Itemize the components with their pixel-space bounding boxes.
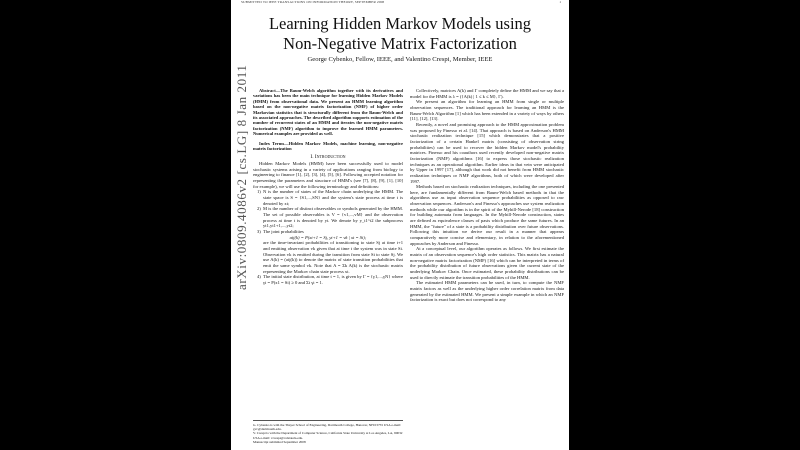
paper-title	[231, 14, 569, 54]
definition-text: are the time-invariant probabilities of transitioning to state Sj at time t+1 and emitting observation vk given that at time t the system was in state Si. Observation vk is emitted during the transition from state Si to state Sj. We use A(k) = (aij(k)) to denote the matrix of state transition probabilities that emit the same symbol vk. Note that A = Σk A(k) is the stochastic matrix representing the Markov chain state process xt.	[263, 240, 403, 274]
section-heading: I. Introduction	[310, 154, 346, 161]
title-line-2: Non-Negative Matrix Factorization	[283, 34, 517, 53]
footnote-2: V. Crespi is with the Department of Computer Science, California State University at Los Angeles, LA, 90032 USA e-mail: vcrespi@calstatela.edu.	[253, 431, 403, 440]
index-terms: Index Terms—Hidden Markov Models, machine learning, non-negative matrix factorization	[253, 140, 403, 152]
definition-item-3-cont	[257, 240, 403, 274]
definition-item-2: 2) M is the number of distinct observables or symbols generated by the HMM. The set of possible observables is V = {v1,...,vM} and the observation process at time t is denoted by yt. We denote by y_t1^t2 the subprocess yt1,yt1+1,...,yt2;	[257, 206, 403, 229]
definition-item-3: 3) The joint probabilities	[257, 229, 403, 235]
definition-text: M is the number of distinct observables or symbols generated by the HMM. The set of possible observables is V = {v1,...,vM} and the observation process at time t is denoted by yt. We denote by y_t1^t2 the subprocess yt1,yt1+1,...,yt2;	[263, 206, 403, 229]
paragraph: The estimated HMM parameters can be used, in turn, to compute the NMF matrix factors as well as the underlying higher order correlation matrix from data generated by the estimated HMM. We present a simple example in which an NMF factorization is exact but does not correspond to any	[410, 280, 564, 303]
running-head: SUBMITTED TO IEEE TRANSACTIONS ON INFORMATION THEORY, SEPTEMBER 2008	[241, 0, 385, 4]
arxiv-stamp: arXiv:0809.4086v2 [cs.LG] 8 Jan 2011	[234, 64, 249, 290]
paragraph: Methods based on stochastic realization techniques, including the one presented here, are fundamentally different from Baum-Welch based methods in that the algorithms use as input observation sequence probabilities as opposed to raw observation sequences. Anderson's and Finesso's approaches use system realization methods while our algorithm is in the spirit of the Myhill-Nerode [18] construction for building automata from languages. In the Myhill-Nerode construction, states are defined as equivalence classes of pasts which produce the same futures. In an HMM, the "future" of a state is a probability distribution over future observations. Following this intuition we derive our result in a manner that appears comparatively more concise and elementary, in relation to the aforementioned approaches by Anderson and Finesso.	[410, 184, 564, 246]
definition-text: The initial state distribution, at time t = 1, is given by Γ = {γ1,...,γN} where γi = P(x1 = Si) ≥ 0 and Σi γi = 1.	[263, 274, 403, 285]
footnotes	[253, 420, 403, 444]
title-line-1: Learning Hidden Markov Models using	[268, 14, 532, 33]
definition-text: The joint probabilities	[263, 229, 304, 234]
paragraph: Collectively, matrices A(k) and Γ completely define the HMM and we say that a model for the HMM is λ = ({A(k) | 1 ≤ k ≤ M}, Γ).	[410, 88, 564, 99]
definition-text: N is the number of states of the Markov chain underlying the HMM. The state space is S = {S1,...,SN} and the system's state process at time t is denoted by xt;	[263, 189, 403, 206]
footnote-3: Manuscript submitted September 2008	[253, 439, 306, 444]
definition-item-1: 1) N is the number of states of the Markov chain underlying the HMM. The state space is S = {S1,...,SN} and the system's state process at time t is denoted by xt;	[257, 189, 403, 206]
abstract: Abstract—The Baum-Welch algorithm together with its derivatives and variations has been the main technique for learning Hidden Markov Models (HMM) from observational data. We present an HMM learning algorithm based on the non-negative matrix factorization (NMF) of higher order Markovian statistics that is structurally different from the Baum-Welch and its associated approaches. The described algorithm supports estimation of the number of recurrent states of an HMM and iterates the non-negative matrix factorization (NMF) algorithm to improve the learned HMM parameters. Numerical examples are provided as well.	[253, 88, 403, 137]
intro-paragraph: Hidden Markov Models (HMM) have been successfully used to model stochastic systems arising in a variety of applications ranging from biology to engineering to finance [1], [2], [3], [4], [5], [6]. Following accepted notation for representing the parameters and structure of HMM's (see [7], [8], [9], [1], [10] for example), we will use the following terminology and definitions:	[253, 161, 403, 189]
equation: aij(k) = P(xt+1 = Sj, yt+1 = vk | xt = Si);	[289, 234, 367, 240]
definition-item-4: 4) The initial state distribution, at time t = 1, is given by Γ = {γ1,...,γN} where γi = P(x1 = Si) ≥ 0 and Σi γi = 1.	[257, 274, 403, 285]
authors: George Cybenko, Fellow, IEEE, and Valentino Crespi, Member, IEEE	[307, 56, 493, 63]
paragraph: Recently, a novel and promising approach to the HMM approximation problem was proposed by Finesso et al. [14]. That approach is based on Anderson's HMM stochastic realization technique [15] which demonstrates that a positive factorization of a certain Hankel matrix (consisting of observation string probabilities) can be used to recover the hidden Markov model's probability matrices. Finesso and his coauthors used recently developed non-negative matrix factorization (NMF) algorithms [16] to express those stochastic realization techniques as an operational algorithm. Earlier ideas in that vein were anticipated by Upper in 1997 [17], although that work did not benefit from HMM stochastic realization techniques or NMF algorithms, both of which were developed after 1997.	[410, 121, 564, 184]
paragraph: At a conceptual level, our algorithm operates as follows. We first estimate the matrix of an observation sequence's high order statistics. This matrix has a natural non-negative matrix factorization (NMF) [16] which can be interpreted in terms of the probability distribution of future observations given the current state of the underlying Markov Chain. Once estimated, these probability distributions can be used to directly estimate the transition probabilities of the HMM.	[410, 246, 564, 280]
left-column	[253, 88, 403, 286]
page-number: 1	[559, 0, 561, 4]
footnote-1: G. Cybenko is with the Thayer School of Engineering, Dartmouth College, Hanover, NH 03755 USA e-mail: gvc@dartmouth.edu.	[253, 423, 401, 432]
paper-page	[231, 0, 569, 450]
paragraph: We present an algorithm for learning an HMM from single or multiple observation sequences. The traditional approach for learning an HMM is the Baum-Welch Algorithm [1] which has been extended in a variety of ways by others [11], [12], [13].	[410, 99, 564, 122]
right-column	[410, 88, 564, 303]
